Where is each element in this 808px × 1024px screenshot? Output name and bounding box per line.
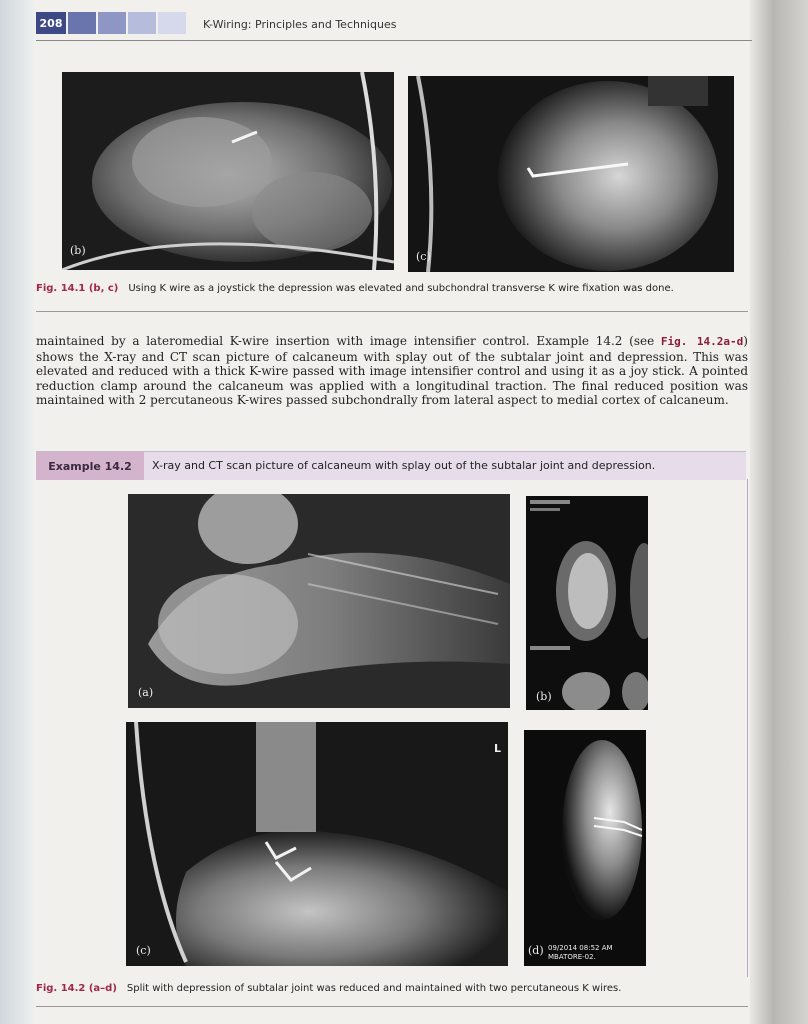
caption-rule xyxy=(36,311,748,312)
xray-14-1-c xyxy=(408,76,734,272)
xray-14-2-a xyxy=(128,494,510,708)
panel-label-c: (c) xyxy=(136,944,151,957)
page-edge-shade xyxy=(750,0,808,1024)
example-header xyxy=(36,451,746,480)
header-color-block xyxy=(68,12,96,34)
panel-label-b: (b) xyxy=(536,690,552,703)
header-color-block xyxy=(158,12,186,34)
panel-marker-l: L xyxy=(494,742,502,755)
caption-text: Using K wire as a joystick the depression was elevated and subchondral transverse K wire fixation was done. xyxy=(128,283,674,294)
running-header-title: K-Wiring: Principles and Techniques xyxy=(203,18,397,31)
panel-label-a: (a) xyxy=(138,686,154,699)
header-color-block xyxy=(128,12,156,34)
page-gutter-shade xyxy=(0,0,34,1024)
ct-timestamp-line1: 09/2014 08:52 AM xyxy=(548,944,613,952)
panel-label-d: (d) xyxy=(528,944,544,957)
page-number: 208 xyxy=(36,12,66,34)
figure-reference-link[interactable]: Fig. 14.2a-d xyxy=(660,335,744,348)
example-title: X-ray and CT scan picture of calcaneum with splay out of the subtalar joint and depression. xyxy=(152,459,656,472)
figure-14-1-caption xyxy=(36,283,674,294)
xray-14-2-d xyxy=(524,730,646,966)
caption-text: Split with depression of subtalar joint was reduced and maintained with two percutaneous K wires. xyxy=(126,983,622,994)
ct-timestamp-line2: MBATORE-02. xyxy=(548,953,596,961)
xray-14-1-b xyxy=(62,72,394,270)
caption-rule xyxy=(36,1006,748,1007)
panel-label-b: (b) xyxy=(70,244,86,257)
ct-scan-14-2-b xyxy=(526,496,648,710)
header-bar xyxy=(36,12,186,34)
header-color-block xyxy=(98,12,126,34)
body-text-before: maintained by a lateromedial K-wire insertion with image intensifier control. Example 14.2 (see xyxy=(36,334,661,348)
panel-label-c: (c) xyxy=(416,250,431,263)
body-paragraph xyxy=(36,334,748,408)
caption-number: Fig. 14.2 (a–d) xyxy=(36,983,117,994)
caption-number: Fig. 14.1 (b, c) xyxy=(36,283,119,294)
example-tag: Example 14.2 xyxy=(36,452,144,480)
xray-14-2-c xyxy=(126,722,508,966)
header-rule xyxy=(36,40,752,41)
body-text-after: ) shows the X-ray and CT scan picture of calcaneum with splay out of the subtalar joint and depression. This was elevated and reduced with a thick K-wire passed with image intensifier control and using it as a joy stick. A pointed reduction clamp around the calcaneum was applied with a longitudinal traction. The final reduced position was maintained with 2 percutaneous K-wires passed subchondrally from lateral aspect to medial cortex of calcaneum. xyxy=(36,334,748,407)
figure-14-2-caption xyxy=(36,983,621,994)
